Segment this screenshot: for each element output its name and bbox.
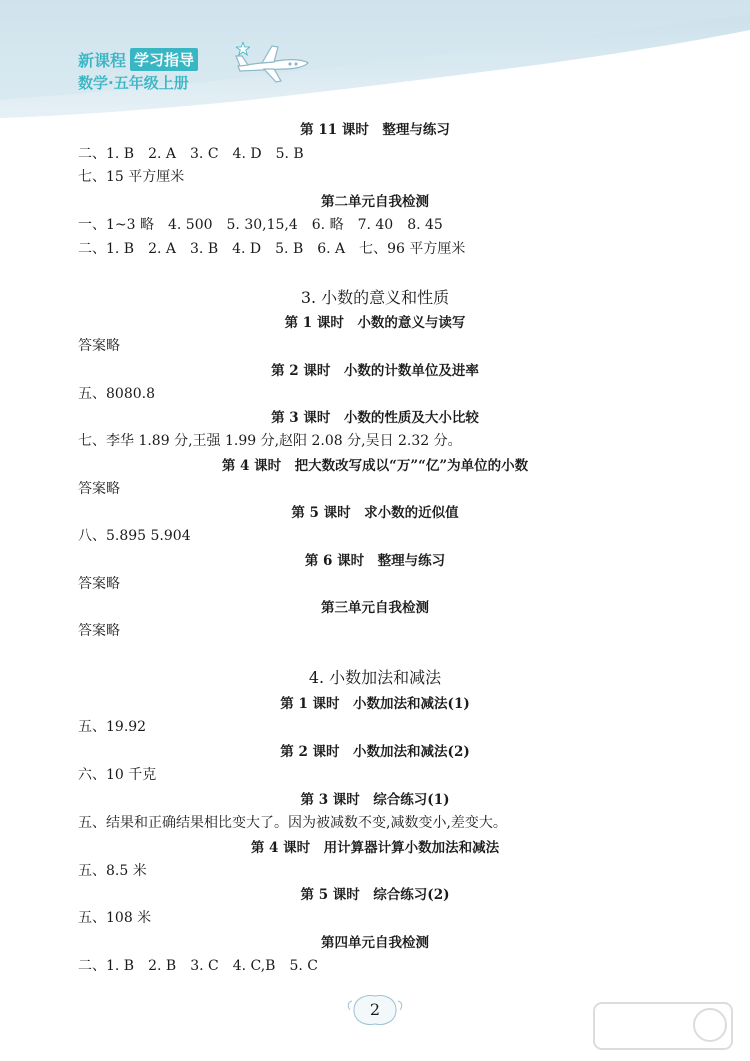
lesson-heading: 第 4 课时 把大数改写成以“万”“亿”为单位的小数 xyxy=(221,458,529,474)
answer-line: 二、1. B 2. B 3. C 4. C,B 5. C xyxy=(78,958,318,974)
answer-line: 答案略 xyxy=(78,481,120,497)
answer-line: 二、1. B 2. A 3. B 4. D 5. B 6. A 七、96 平方厘米 xyxy=(78,241,466,257)
lesson-heading: 第 2 课时 小数加法和减法(2) xyxy=(280,744,470,760)
answer-line: 七、15 平方厘米 xyxy=(78,169,185,185)
answer-line: 二、1. B 2. A 3. C 4. D 5. B xyxy=(78,146,304,162)
answer-line: 七、李华 1.89 分,王强 1.99 分,赵阳 2.08 分,吴日 2.32 分。 xyxy=(78,433,462,449)
unit-test-heading: 第四单元自我检测 xyxy=(321,935,429,951)
answer-line: 答案略 xyxy=(78,623,120,639)
answer-line: 答案略 xyxy=(78,338,120,354)
section-heading: 4. 小数加法和减法 xyxy=(308,668,442,687)
answer-line: 五、8080.8 xyxy=(78,386,155,402)
unit-test-heading: 第三单元自我检测 xyxy=(321,600,429,616)
lesson-heading: 第 3 课时 综合练习(1) xyxy=(300,792,450,808)
answer-line: 一、1~3 略 4. 500 5. 30,15,4 6. 略 7. 40 8. 45 xyxy=(78,217,443,233)
answer-line: 五、8.5 米 xyxy=(78,863,147,879)
lesson-heading: 第 2 课时 小数的计数单位及进率 xyxy=(271,363,479,379)
brand-series-name: 新课程 xyxy=(78,51,127,70)
lesson-heading: 第 11 课时 整理与练习 xyxy=(300,122,450,138)
section-heading: 3. 小数的意义和性质 xyxy=(300,288,450,307)
brand-series-tag: 学习指导 xyxy=(130,48,198,71)
answer-line: 答案略 xyxy=(78,576,120,592)
answer-line: 五、结果和正确结果相比变大了。因为被减数不变,减数变小,差变大。 xyxy=(78,815,507,831)
lesson-heading: 第 5 课时 求小数的近似值 xyxy=(291,505,459,521)
brand-logo xyxy=(78,48,198,93)
lesson-heading: 第 1 课时 小数加法和减法(1) xyxy=(280,696,470,712)
answer-line: 八、5.895 5.904 xyxy=(78,528,191,544)
lesson-heading: 第 1 课时 小数的意义与读写 xyxy=(284,315,466,331)
lesson-heading: 第 3 课时 小数的性质及大小比较 xyxy=(271,410,479,426)
lesson-heading: 第 5 课时 综合练习(2) xyxy=(300,887,450,903)
lesson-heading: 第 6 课时 整理与练习 xyxy=(304,553,446,569)
answer-line: 五、19.92 xyxy=(78,719,147,735)
unit-test-heading: 第二单元自我检测 xyxy=(321,194,429,210)
answer-line: 六、10 千克 xyxy=(78,767,157,783)
star-icon xyxy=(236,42,250,56)
lesson-heading: 第 4 课时 用计算器计算小数加法和减法 xyxy=(250,840,500,856)
brand-subject-grade: 数学·五年级上册 xyxy=(78,74,189,92)
page-number: 2 xyxy=(369,1000,381,1019)
answer-line: 五、108 米 xyxy=(78,910,152,926)
watermark-ornament xyxy=(590,995,740,1055)
